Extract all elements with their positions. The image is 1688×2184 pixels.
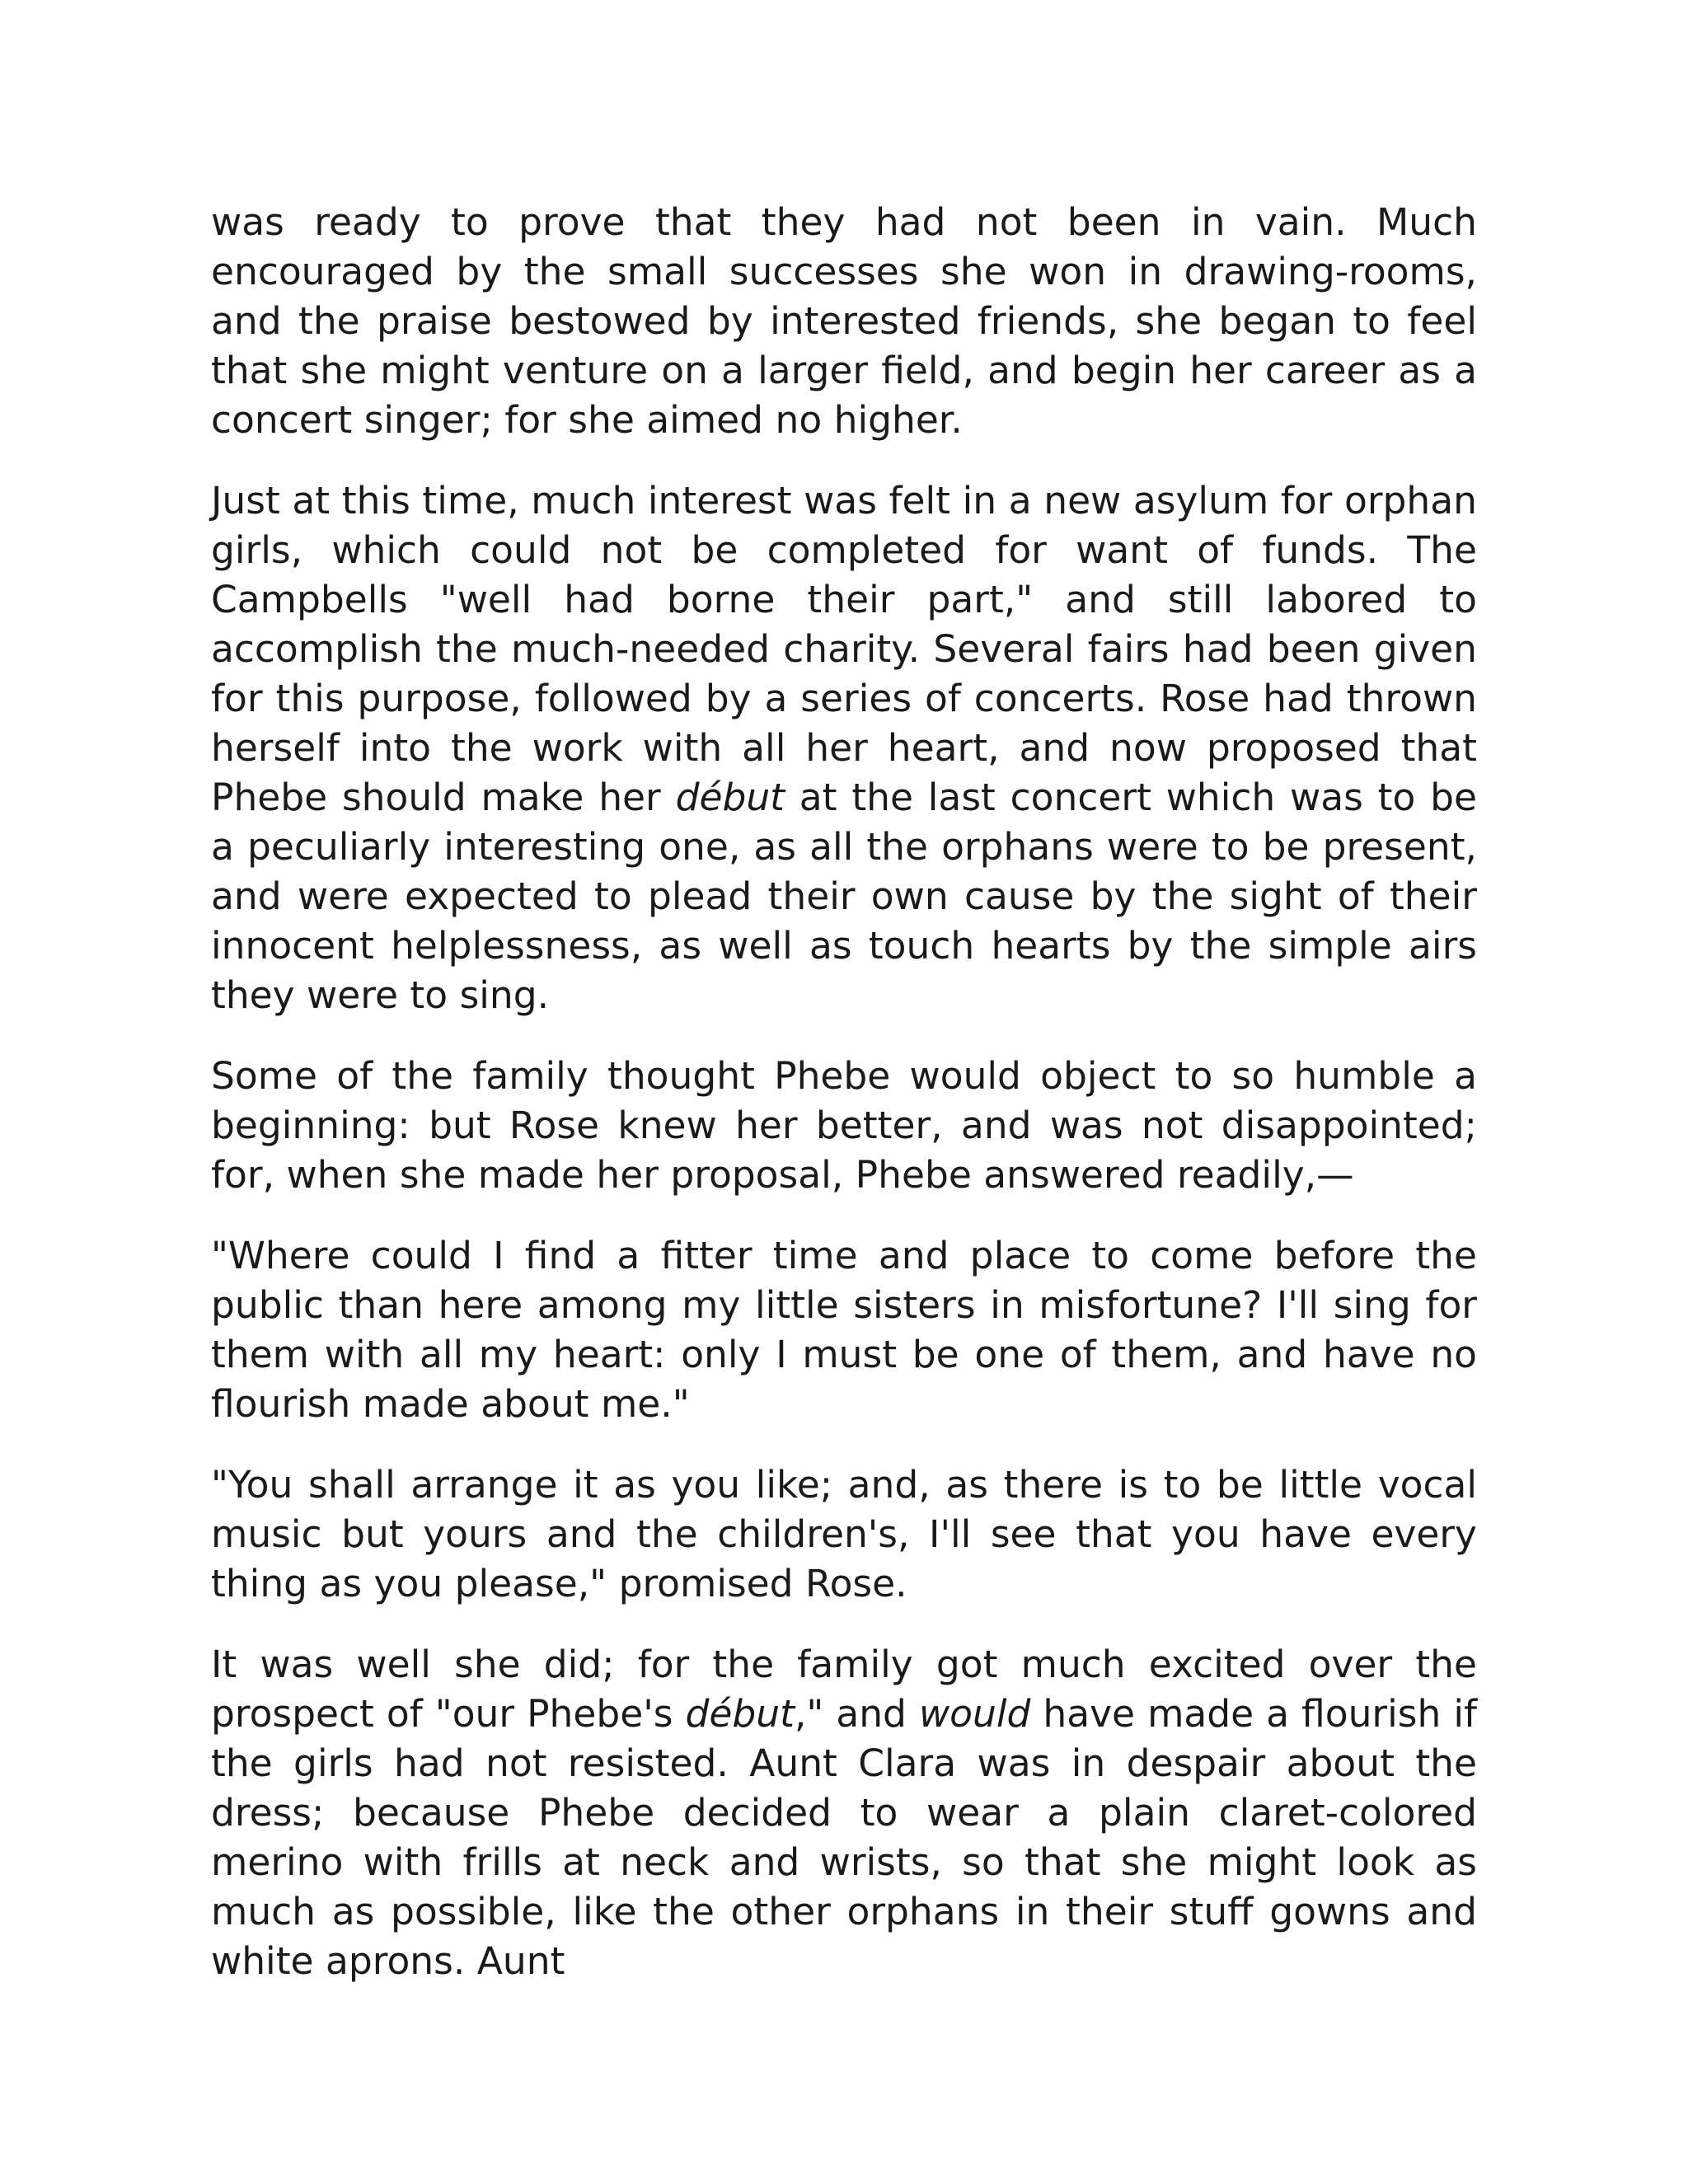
paragraph-6: [211, 1640, 1477, 1986]
paragraph-text: was ready to prove that they had not been in vain. Much encouraged by the small successes she won in drawing-rooms, and the praise bestowed by interested friends, she began to feel that she might venture on a larger field, and begin her career as a concert singer; for she aimed no higher.: [211, 200, 1477, 442]
paragraph-3: [211, 1052, 1477, 1200]
italic-word-debut: début: [675, 776, 785, 819]
page-body: [211, 198, 1477, 2018]
italic-word-would: would: [918, 1692, 1031, 1736]
paragraph-2: [211, 476, 1477, 1020]
paragraph-1: [211, 198, 1477, 445]
paragraph-text: have made a flourish if the girls had not resisted. Aunt Clara was in despair about the dress; because Phebe decided to wear a plain claret-colored merino with frills at neck and wrists, so that she might look as much as possible, like the other orphans in their stuff gowns and white aprons. Aunt: [211, 1692, 1477, 1983]
paragraph-text: ," and: [794, 1692, 919, 1736]
paragraph-4: [211, 1231, 1477, 1429]
paragraph-text: "You shall arrange it as you like; and, as there is to be little vocal music but yours and the children's, I'll see that you have every thing as you please," promised Rose.: [211, 1463, 1477, 1605]
paragraph-5: [211, 1460, 1477, 1609]
paragraph-text: Some of the family thought Phebe would object to so humble a beginning: but Rose knew her better, and was not disappointed; for, when she made her proposal, Phebe answered readily,—: [211, 1054, 1477, 1197]
paragraph-text: It was well she did; for the family got much excited over the prospect of "our Phebe's: [211, 1643, 1477, 1736]
paragraph-text: at the last concert which was to be a peculiarly interesting one, as all the orphans were to be present, and were expected to plead their own cause by the sight of their innocent helplessness, as well as touch hearts by the simple airs they were to sing.: [211, 776, 1478, 1017]
italic-word-debut: début: [685, 1692, 795, 1736]
paragraph-text: "Where could I find a fitter time and place to come before the public than here among my little sisters in misfortune? I'll sing for them with all my heart: only I must be one of them, and have no flourish made about me.": [211, 1234, 1477, 1426]
paragraph-text: Just at this time, much interest was felt in a new asylum for orphan girls, which could not be completed for want of funds. The Campbells "well had borne their part," and still labored to accomplish the much-needed charity. Several fairs had been given for this purpose, followed by a series of concerts. Rose had thrown herself into the work with all her heart, and now proposed that Phebe should make her: [211, 479, 1477, 819]
